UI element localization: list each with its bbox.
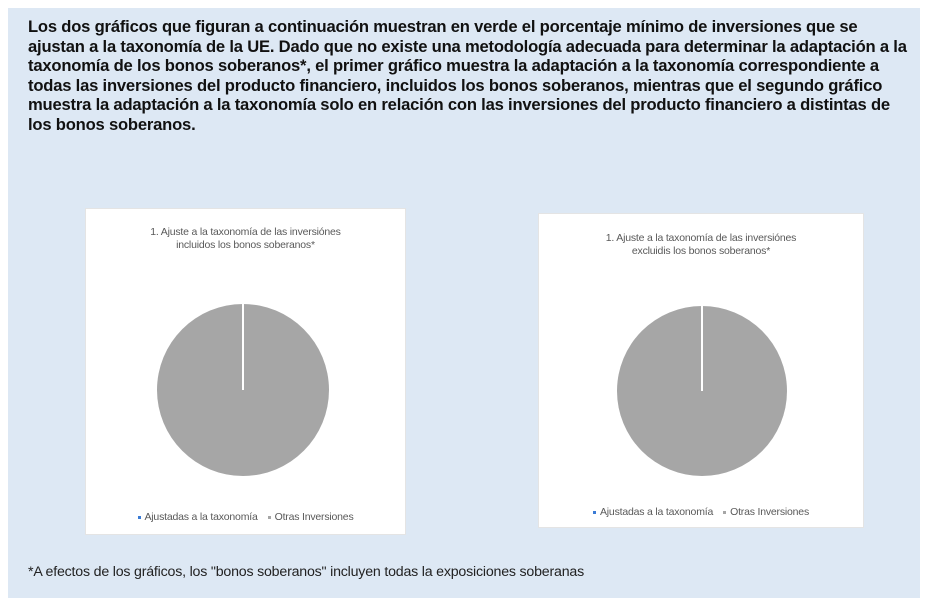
legend-swatch-other [723,511,726,514]
legend-item-other [723,506,809,518]
chart-legend [86,511,405,523]
legend-label: Otras Inversiones [274,511,354,523]
legend-label: Otras Inversiones [730,506,809,518]
legend-swatch-aligned [593,511,596,514]
footnote: *A efectos de los gráficos, los "bonos soberanos" incluyen todas la exposiciones soberanas [28,564,584,580]
chart-title: 1. Ajuste a la taxonomía de las inversiónes excluidis los bonos soberanos* [605,232,797,257]
legend-item-aligned [138,511,258,523]
legend-item-aligned [593,506,713,518]
legend-swatch-other [268,516,271,519]
legend-swatch-aligned [138,516,141,519]
pie-chart [157,304,329,476]
intro-text: Los dos gráficos que figuran a continuación muestran en verde el porcentaje mínimo de inversiones que se ajustan a la taxonomía de la UE. Dado que no existe una metodología adecuada para determinar la adaptación a la taxonomía de los bonos soberanos*, el primer gráfico muestra la adaptación a la taxonomía correspondiente a todas las inversiones del producto financiero, incluidos los bonos soberanos, mientras que el segundo gráfico muestra la adaptación a la taxonomía solo en relación con las inversiones del producto financiero a distintas de los bonos soberanos. [28,17,907,134]
info-panel [8,8,920,598]
pie-chart [617,306,787,476]
legend-label: Ajustadas a la taxonomía [600,506,714,518]
legend-item-other [268,511,354,523]
chart-title: 1. Ajuste a la taxonomía de las inversiónes incluidos los bonos soberanos* [150,226,341,251]
legend-label: Ajustadas a la taxonomía [144,511,258,523]
chart-card-excluding-sovereign [538,213,864,528]
chart-card-including-sovereign [85,208,406,535]
chart-legend [539,506,863,518]
